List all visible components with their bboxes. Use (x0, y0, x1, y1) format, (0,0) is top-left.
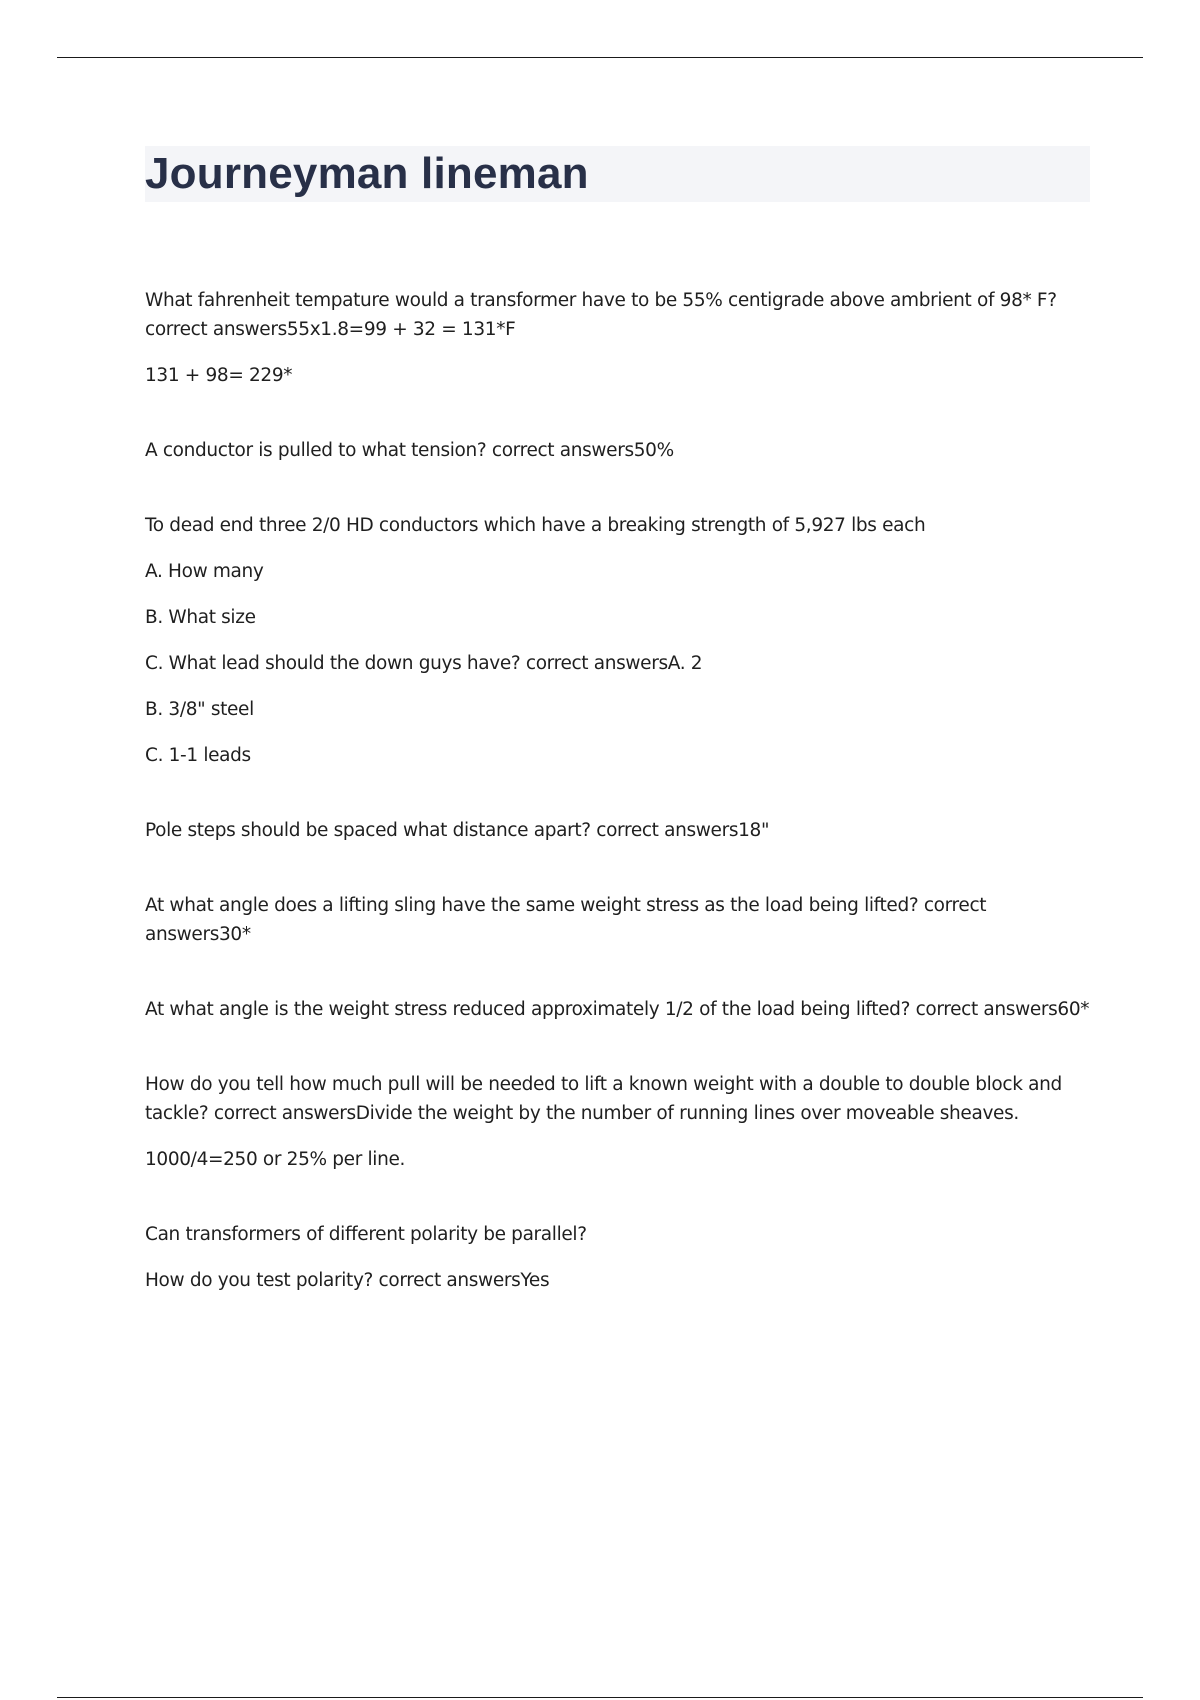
qa-line: B. 3/8" steel (145, 699, 254, 720)
bottom-rule (57, 1697, 1143, 1698)
qa-line: A conductor is pulled to what tension? correct answers50% (145, 440, 674, 461)
qa-line: What fahrenheit tempature would a transformer have to be 55% centigrade above ambrient of 98* F? correct answers55x1.8=99 + 32 = 131*F (145, 290, 1057, 340)
qa-line: B. What size (145, 607, 256, 628)
qa-line: 1000/4=250 or 25% per line. (145, 1149, 406, 1170)
qa-line: How do you tell how much pull will be needed to lift a known weight with a double to double block and tackle? correct answersDivide the weight by the number of running lines over moveable sheaves. (145, 1074, 1062, 1124)
qa-item (145, 891, 1090, 949)
qa-line: To dead end three 2/0 HD conductors which have a breaking strength of 5,927 lbs each (145, 515, 926, 536)
qa-item (145, 816, 1090, 845)
qa-line: A. How many (145, 561, 264, 582)
qa-line: Pole steps should be spaced what distance apart? correct answers18" (145, 820, 770, 841)
qa-list (145, 286, 1090, 1295)
qa-line: C. 1-1 leads (145, 745, 251, 766)
qa-item (145, 436, 1090, 465)
document-body (145, 146, 1090, 1341)
title-banner (145, 146, 1090, 202)
qa-line: C. What lead should the down guys have? correct answersA. 2 (145, 653, 703, 674)
qa-line: At what angle does a lifting sling have the same weight stress as the load being lifted? correct answers30* (145, 895, 987, 945)
qa-item (145, 1070, 1090, 1174)
qa-item (145, 286, 1090, 390)
top-rule (57, 57, 1143, 58)
qa-item (145, 995, 1090, 1024)
qa-line: How do you test polarity? correct answersYes (145, 1270, 550, 1291)
qa-item (145, 1220, 1090, 1295)
qa-line: At what angle is the weight stress reduced approximately 1/2 of the load being lifted? correct answers60* (145, 999, 1090, 1020)
qa-line: Can transformers of different polarity be parallel? (145, 1224, 587, 1245)
page-title: Journeyman lineman (145, 149, 589, 198)
qa-line: 131 + 98= 229* (145, 365, 293, 386)
qa-item (145, 511, 1090, 770)
